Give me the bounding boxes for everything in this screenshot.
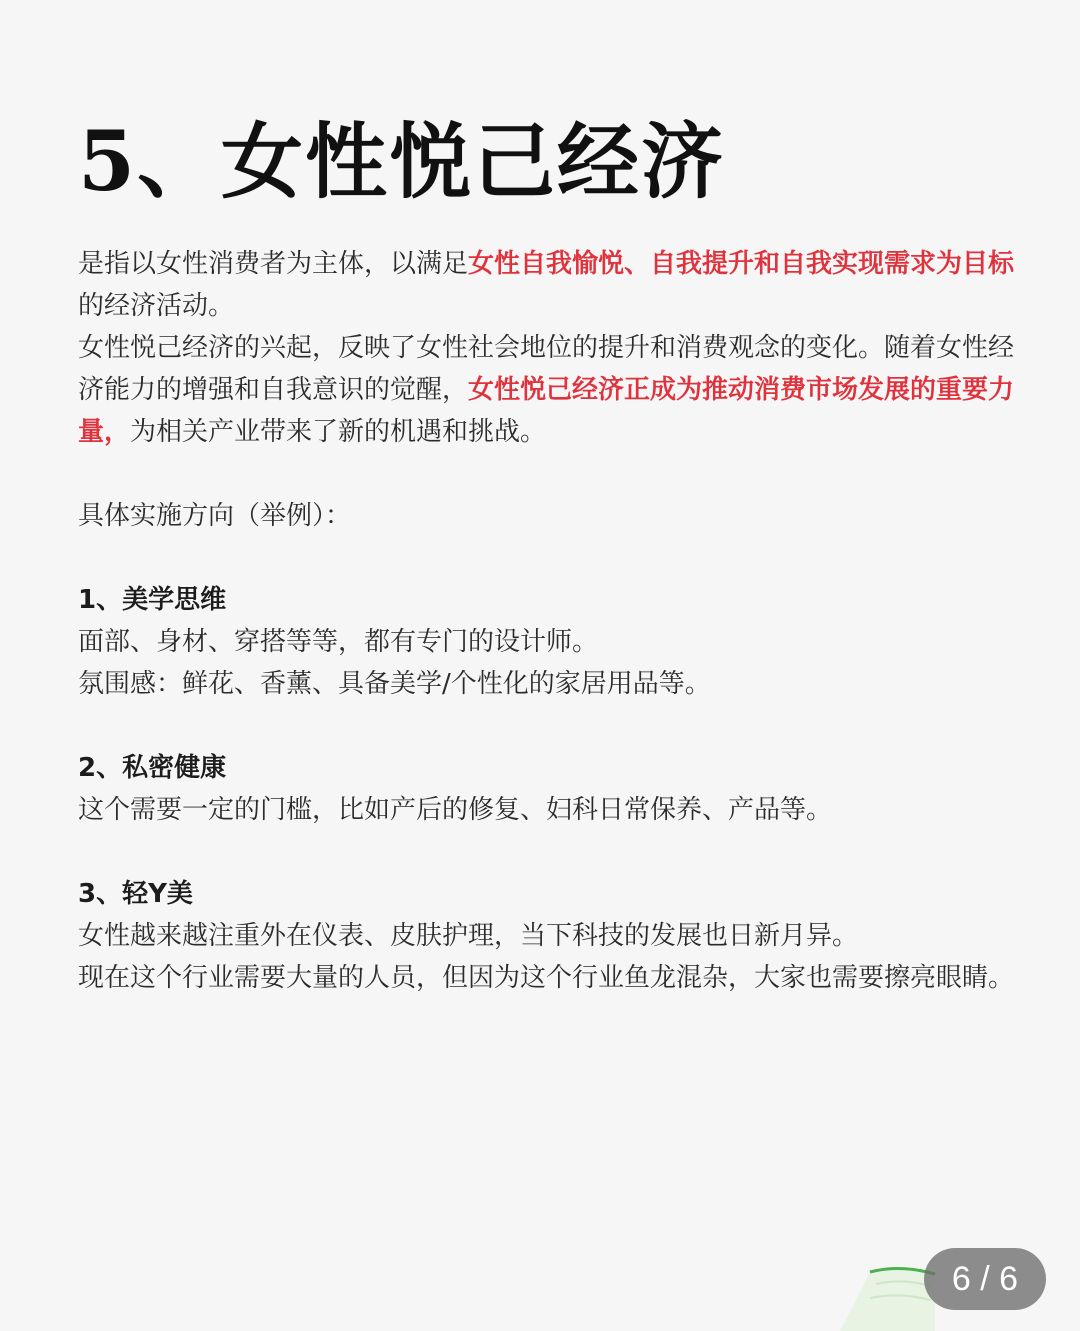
- intro-paragraph-2: [78, 327, 1038, 453]
- intro-1-text-b: 的经济活动。: [78, 291, 235, 321]
- directions-label: 具体实施方向（举例）：: [78, 501, 352, 531]
- section-title: 3、轻Y美: [78, 879, 193, 909]
- section-line: 面部、身材、穿搭等等，都有专门的设计师。: [78, 627, 599, 657]
- section-line: 这个需要一定的门槛，比如产后的修复、妇科日常保养、产品等。: [78, 795, 833, 825]
- book-decoration-icon: [830, 1250, 940, 1331]
- page-title: 5、女性悦己经济: [78, 114, 726, 210]
- section-light-beauty: [78, 873, 1038, 999]
- section-line: 氛围感：鲜花、香薰、具备美学/个性化的家居用品等。: [78, 669, 711, 699]
- intro-1-highlight: 女性自我愉悦、自我提升和自我实现需求为目标: [468, 249, 1015, 279]
- intro-1-text-a: 是指以女性消费者为主体，以满足: [78, 249, 469, 279]
- intro-2-text-b: 为相关产业带来了新的机遇和挑战。: [130, 417, 547, 447]
- page-indicator: 6 / 6: [924, 1248, 1046, 1310]
- section-line: 现在这个行业需要大量的人员，但因为这个行业鱼龙混杂，大家也需要擦亮眼睛。: [78, 963, 1015, 993]
- intro-2-highlight: 女性悦己经济正成为推动消费市场发展的重要力量，: [78, 375, 1015, 447]
- section-private-health: [78, 747, 1038, 831]
- section-line: 女性越来越注重外在仪表、皮肤护理，当下科技的发展也日新月异。: [78, 921, 859, 951]
- section-title: 2、私密健康: [78, 753, 227, 783]
- article-body: [78, 243, 1038, 999]
- section-title: 1、美学思维: [78, 585, 227, 615]
- section-aesthetics: [78, 579, 1038, 705]
- intro-paragraph-1: [78, 243, 1038, 327]
- intro-2-text-a: 女性悦己经济的兴起，反映了女性社会地位的提升和消费观念的变化。随着女性经济能力的增强和自我意识的觉醒，: [78, 333, 1015, 405]
